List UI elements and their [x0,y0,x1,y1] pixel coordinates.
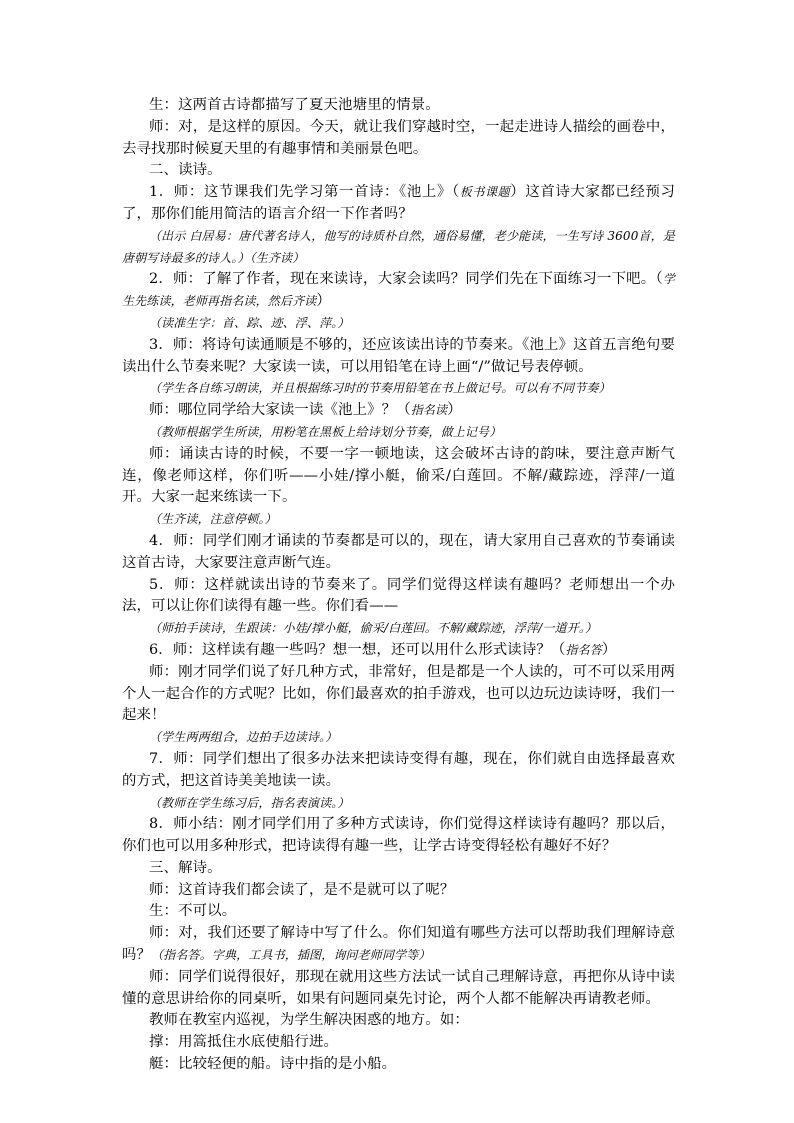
paragraph-p11: （教师根据学生所读，用粉笔在黑板上给诗划分节奏，做上记号） [149,424,502,439]
paragraph-p02: 师：对，是这样的原因。今天，就让我们穿越时空，一起走进诗人描绘的画卷中，去寻找那时候夏天里的有趣事情和美丽景色吧。 [122,118,675,157]
paragraph-p27: 师：同学们说得很好，那现在就用这些方法试一试自己理解诗意，再把你从诗中读懂的意思讲给你的同桌听，如果有问题同桌先讨论，两个人都不能解决再请教老师。 [122,968,675,1007]
paragraph-p10 [122,400,675,422]
italic-note: 指名答 [565,642,602,657]
paragraph-p03: 二、读诗。 [149,162,222,179]
document-body [122,95,675,1076]
text-run: 师：哪位同学给大家读一读《池上》？（ [149,402,411,419]
paragraph-p09: （学生各自练习朗读，并且根据练习时的节奏用铅笔在书上做记号。可以有不同节奏） [149,381,611,396]
paragraph-p29: 撑：用篙抵住水底使船行进。 [149,1034,339,1051]
paragraph-p14: 4．师：同学们刚才诵读的节奏都是可以的，现在，请大家用自己喜欢的节奏诵读这首古诗，大家要注意声断气连。 [122,532,675,571]
italic-note: 学生先练读，老师再指名读，然后齐读 [122,272,675,309]
italic-note: （指名答。字典，工具书，插图，询问老师同学等） [151,948,431,963]
italic-note: 指名读 [410,403,448,418]
paragraph-p04 [122,182,675,226]
paragraph-p20: 7．师：同学们想出了很多办法来把读诗变得有趣，现在，你们就自由选择最喜欢的方式，把这首诗美美地读一读。 [122,750,675,789]
paragraph-p01: 生：这两首古诗都描写了夏天池塘里的情景。 [149,97,440,113]
text-run: ） [447,402,462,419]
paragraph-p17 [122,640,675,662]
paragraph-p18: 师：刚才同学们说了好几种方式，非常好，但是都是一个人读的，可不可以采用两个人一起合作的方式呢？比如，你们最喜欢的拍手游戏，也可以边玩边读诗呀，我们一起来！ [122,663,675,724]
text-run: 2．师：了解了作者，现在来读诗，大家会读吗？同学们先在下面练习一下吧。（ [149,271,663,288]
text-run: ）这首诗大家都已经预习了，那你们能用简洁的语言介绍一下作者吗？ [122,184,675,222]
paragraph-p07: （读准生字：首、踪、迹、浮、萍。） [149,315,350,330]
paragraph-p28: 教师在教室内巡视，为学生解决困惑的地方。如： [149,1012,469,1029]
paragraph-p15: 5．师：这样就读出诗的节奏来了。同学们觉得这样读有趣吗？老师想出一个办法，可以让你们读得有趣一些。你们看—— [122,576,675,615]
paragraph-p23: 三、解诗。 [149,859,222,876]
paragraph-p05: （出示 白居易：唐代著名诗人，他写的诗质朴自然，通俗易懂，老少能读，一生写诗 3600首，是唐朝写诗最多的诗人。）（生齐读） [122,228,675,265]
paragraph-p19: （学生两两组合，边拍手边读诗。） [149,730,338,745]
paragraph-p13: （生齐读，注意停顿。） [149,512,277,527]
text-run: 1．师：这节课我们先学习第一首诗：《池上》（ [149,184,460,201]
text-run: 师：对，我们还要了解诗中写了什么。你们知道有哪些方法可以帮助我们理解诗意吗？ [122,925,675,964]
paragraph-p30: 艇：比较轻便的船。诗中指的是小船。 [149,1056,397,1073]
italic-note: 板书课题 [459,185,511,200]
paragraph-p22: 8．师小结：刚才同学们用了多种方式读诗，你们觉得这样读诗有趣吗？那以后，你们也可以用多种形式，把诗读得有趣一些，让学古诗变得轻松有趣好不好？ [122,816,675,855]
paragraph-p06 [122,269,675,313]
paragraph-p12: 师：诵读古诗的时候，不要一字一顿地读，这会破坏古诗的韵味，要注意声断气连，像老师这样，你们听——小娃/撑小艇，偷采/白莲回。不解/藏踪迹，浮萍/一道开。大家一起来练读一下。 [122,445,675,506]
text-run: ） [316,293,331,310]
paragraph-p25: 生：不可以。 [149,903,237,920]
paragraph-p08: 3．师：将诗句读通顺是不够的，还应该读出诗的节奏来。《池上》这首五言绝句要读出什么节奏来呢？大家读一读，可以用铅笔在诗上画“/”做记号表停顿。 [122,336,675,375]
text-run: ） [601,641,617,658]
paragraph-p26 [122,923,675,967]
paragraph-p24: 师：这首诗我们都会读了，是不是就可以了呢？ [149,881,455,898]
paragraph-p16: （师拍手读诗，生跟读：小娃/撑小艇，偷采/白莲回。不解/藏踪迹，浮萍/一道开。） [149,621,598,636]
text-run: 6．师：这样读有趣一些吗？想一想，还可以用什么形式读诗？（ [149,641,566,658]
paragraph-p21: （教师在学生练习后，指名表演读。） [149,795,350,810]
